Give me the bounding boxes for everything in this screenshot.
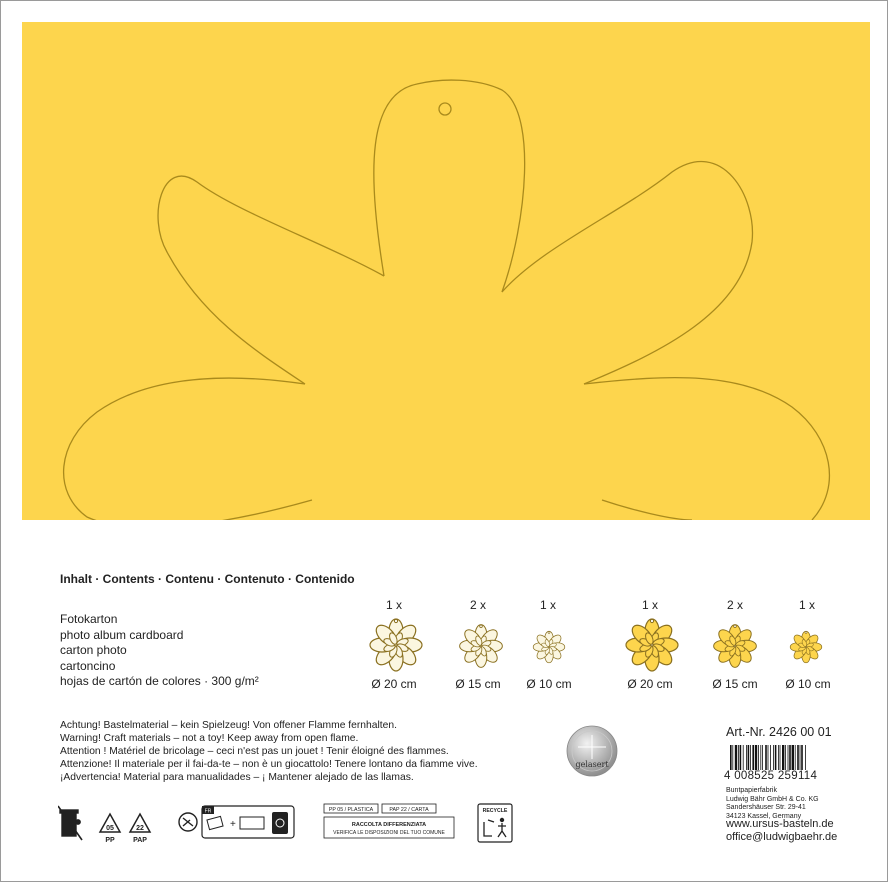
svg-text:PAP: PAP <box>133 837 147 844</box>
content-qty: 1 x <box>641 598 658 612</box>
product-info-panel <box>22 520 870 868</box>
recycling-icons <box>58 800 528 846</box>
content-size: Ø 10 cm <box>785 677 831 691</box>
flower-yellow-20cm-icon <box>624 617 680 673</box>
company-line: Buntpapierfabrik <box>726 787 777 794</box>
svg-text:FR: FR <box>204 808 212 815</box>
content-size: Ø 20 cm <box>371 677 417 691</box>
content-size: Ø 20 cm <box>627 677 673 691</box>
content-size: Ø 15 cm <box>455 677 501 691</box>
warning-line: Attention ! Matériel de bricolage – ceci n'est pas un jouet ! Tenir éloigné des flammes. <box>60 746 449 757</box>
flower-hole <box>480 625 483 628</box>
content-qty: 1 x <box>385 598 402 612</box>
flower-cream-10cm-icon <box>532 630 566 664</box>
material-list <box>60 612 259 690</box>
flower-hole <box>394 619 397 622</box>
svg-text:VERIFICA LE DISPOSIZIONI DEL T: VERIFICA LE DISPOSIZIONI DEL TUO COMUNE <box>333 830 445 836</box>
content-qty: 1 x <box>798 598 815 612</box>
svg-text:+: + <box>230 819 236 830</box>
svg-text:RACCOLTA DIFFERENZIATA: RACCOLTA DIFFERENZIATA <box>351 822 427 828</box>
material-line: hojas de cartón de colores · 300 g/m² <box>60 674 259 688</box>
content-qty: 2 x <box>726 598 743 612</box>
flower-cream-20cm-icon <box>368 617 424 673</box>
company-line: Sandershäuser Str. 29-41 <box>726 804 806 812</box>
company-line: 34123 Kassel, Germany <box>726 812 802 820</box>
flower-yellow-15cm-icon <box>712 623 758 669</box>
company-line: Ludwig Bähr GmbH & Co. KG <box>726 795 819 803</box>
svg-text:22: 22 <box>136 825 144 832</box>
article-number: Art.-Nr. 2426 00 01 <box>726 725 832 739</box>
warning-line: Achtung! Bastelmaterial – kein Spielzeug! Von offener Flamme fernhalten. <box>60 720 397 731</box>
warning-line: Warning! Craft materials – not a toy! Keep away from open flame. <box>60 733 359 744</box>
material-line: Fotokarton <box>60 612 118 626</box>
pp-recycling-icon <box>100 814 120 844</box>
contents-heading: Inhalt · Contents · Contenu · Contenuto · Contenido <box>60 572 355 586</box>
email-link[interactable]: office@ludwigbaehr.de <box>726 831 838 843</box>
svg-text:PAP 22 / CARTA: PAP 22 / CARTA <box>389 807 429 813</box>
triman-icon <box>179 806 294 838</box>
material-line: cartoncino <box>60 658 116 673</box>
seal-label: gelasert <box>575 760 609 769</box>
gelasert-seal-icon <box>566 725 618 777</box>
safety-warnings <box>60 719 478 784</box>
flower-hole <box>548 631 550 633</box>
material-line: carton photo <box>60 643 127 657</box>
trash-bin-icon <box>58 806 82 840</box>
svg-text:RECYCLE: RECYCLE <box>482 808 508 814</box>
contact-block <box>726 818 837 844</box>
flower-cream-15cm-icon <box>458 623 504 669</box>
flower-yellow-10cm-icon <box>789 630 823 664</box>
yellow-cardboard-panel <box>22 22 870 520</box>
svg-text:PP 05 / PLASTICA: PP 05 / PLASTICA <box>328 807 374 813</box>
content-qty: 2 x <box>469 598 486 612</box>
flower-hole <box>650 619 653 622</box>
content-qty: 1 x <box>539 598 556 612</box>
svg-text:PP: PP <box>105 837 115 844</box>
flower-hole <box>805 631 807 633</box>
warning-line: ¡Advertencia! Material para manualidades – ¡ Mantener alejado de las llamas. <box>60 772 414 783</box>
flower-hole <box>734 625 737 628</box>
warning-line: Attenzione! Il materiale per il fai-da-te – non è un giocattolo! Tenere lontano da fiamme vive. <box>60 759 478 770</box>
svg-text:05: 05 <box>106 825 114 832</box>
flower-outline-icon <box>22 22 870 520</box>
content-size: Ø 15 cm <box>712 677 758 691</box>
barcode-number: 4 008525 259114 <box>724 770 818 782</box>
website-link[interactable]: www.ursus-basteln.de <box>726 818 834 830</box>
material-line: photo album cardboard <box>60 627 184 642</box>
recycle-box-icon <box>478 804 512 842</box>
pap-recycling-icon <box>130 814 150 844</box>
company-address <box>726 787 819 821</box>
raccolta-label <box>324 804 454 838</box>
content-size: Ø 10 cm <box>526 677 572 691</box>
